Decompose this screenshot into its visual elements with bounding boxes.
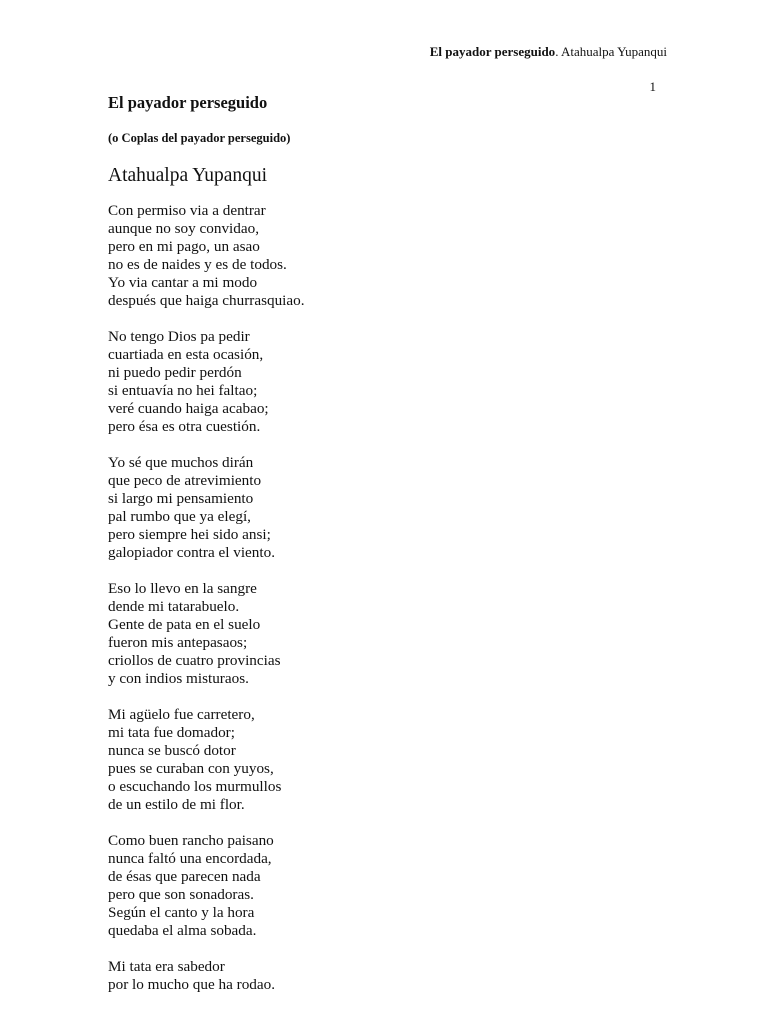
poem-line: Mi tata era sabedor	[108, 958, 225, 975]
poem-line: que peco de atrevimiento	[108, 472, 262, 489]
document-subtitle: (o Coplas del payador perseguido)	[108, 131, 291, 145]
poem-line: pues se curaban con yuyos,	[108, 760, 274, 777]
page-number: 1	[649, 79, 656, 94]
poem-line: Yo sé que muchos dirán	[108, 454, 254, 471]
poem-line: no es de naides y es de todos.	[108, 256, 287, 273]
poem-line: pero en mi pago, un asao	[108, 238, 260, 255]
poem-line: Gente de pata en el suelo	[108, 616, 261, 633]
poem-line: o escuchando los murmullos	[108, 778, 282, 795]
running-header-separator: .	[555, 44, 559, 59]
poem-line: y con indios misturaos.	[108, 670, 249, 687]
stanza	[108, 958, 305, 994]
poem-line: quedaba el alma sobada.	[108, 922, 257, 939]
poem-line: si largo mi pensamiento	[108, 490, 254, 507]
running-header-author: Atahualpa Yupanqui	[558, 44, 667, 59]
poem-line: Mi agüelo fue carretero,	[108, 706, 255, 723]
poem-line: Eso lo llevo en la sangre	[108, 580, 257, 597]
poem-line: pero que son sonadoras.	[108, 886, 254, 903]
poem-line: Como buen rancho paisano	[108, 832, 274, 849]
poem-line: dende mi tatarabuelo.	[108, 598, 240, 615]
poem-line: nunca se buscó dotor	[108, 742, 236, 759]
poem-line: fueron mis antepasaos;	[108, 634, 248, 651]
poem-line: por lo mucho que ha rodao.	[108, 976, 276, 993]
poem-line: si entuavía no hei faltao;	[108, 382, 258, 399]
stanza	[108, 202, 305, 310]
running-header	[430, 44, 667, 60]
stanza	[108, 832, 305, 940]
poem-body	[108, 202, 305, 1012]
document-title: El payador perseguido	[108, 93, 268, 112]
stanza	[108, 580, 305, 688]
poem-line: veré cuando haiga acabao;	[108, 400, 269, 417]
stanza	[108, 454, 305, 562]
poem-line: aunque no soy convidao,	[108, 220, 259, 237]
poem-line: de un estilo de mi flor.	[108, 796, 245, 813]
poem-line: Con permiso via a dentrar	[108, 202, 266, 219]
poem-line: pal rumbo que ya elegí,	[108, 508, 251, 525]
poem-line: No tengo Dios pa pedir	[108, 328, 250, 345]
document-author: Atahualpa Yupanqui	[108, 165, 268, 186]
poem-line: mi tata fue domador;	[108, 724, 235, 741]
poem-line: de ésas que parecen nada	[108, 868, 261, 885]
poem-line: pero ésa es otra cuestión.	[108, 418, 261, 435]
poem-line: criollos de cuatro provincias	[108, 652, 281, 669]
stanza	[108, 706, 305, 814]
poem-line: Según el canto y la hora	[108, 904, 255, 921]
running-header-title: El payador perseguido	[429, 44, 556, 59]
poem-line: ni puedo pedir perdón	[108, 364, 242, 381]
poem-line: nunca faltó una encordada,	[108, 850, 272, 867]
poem-line: galopiador contra el viento.	[108, 544, 276, 561]
poem-line: pero siempre hei sido ansi;	[108, 526, 271, 543]
poem-line: cuartiada en esta ocasión,	[108, 346, 264, 363]
stanza	[108, 328, 305, 436]
poem-line: Yo via cantar a mi modo	[108, 274, 258, 291]
poem-line: después que haiga churrasquiao.	[108, 292, 305, 309]
